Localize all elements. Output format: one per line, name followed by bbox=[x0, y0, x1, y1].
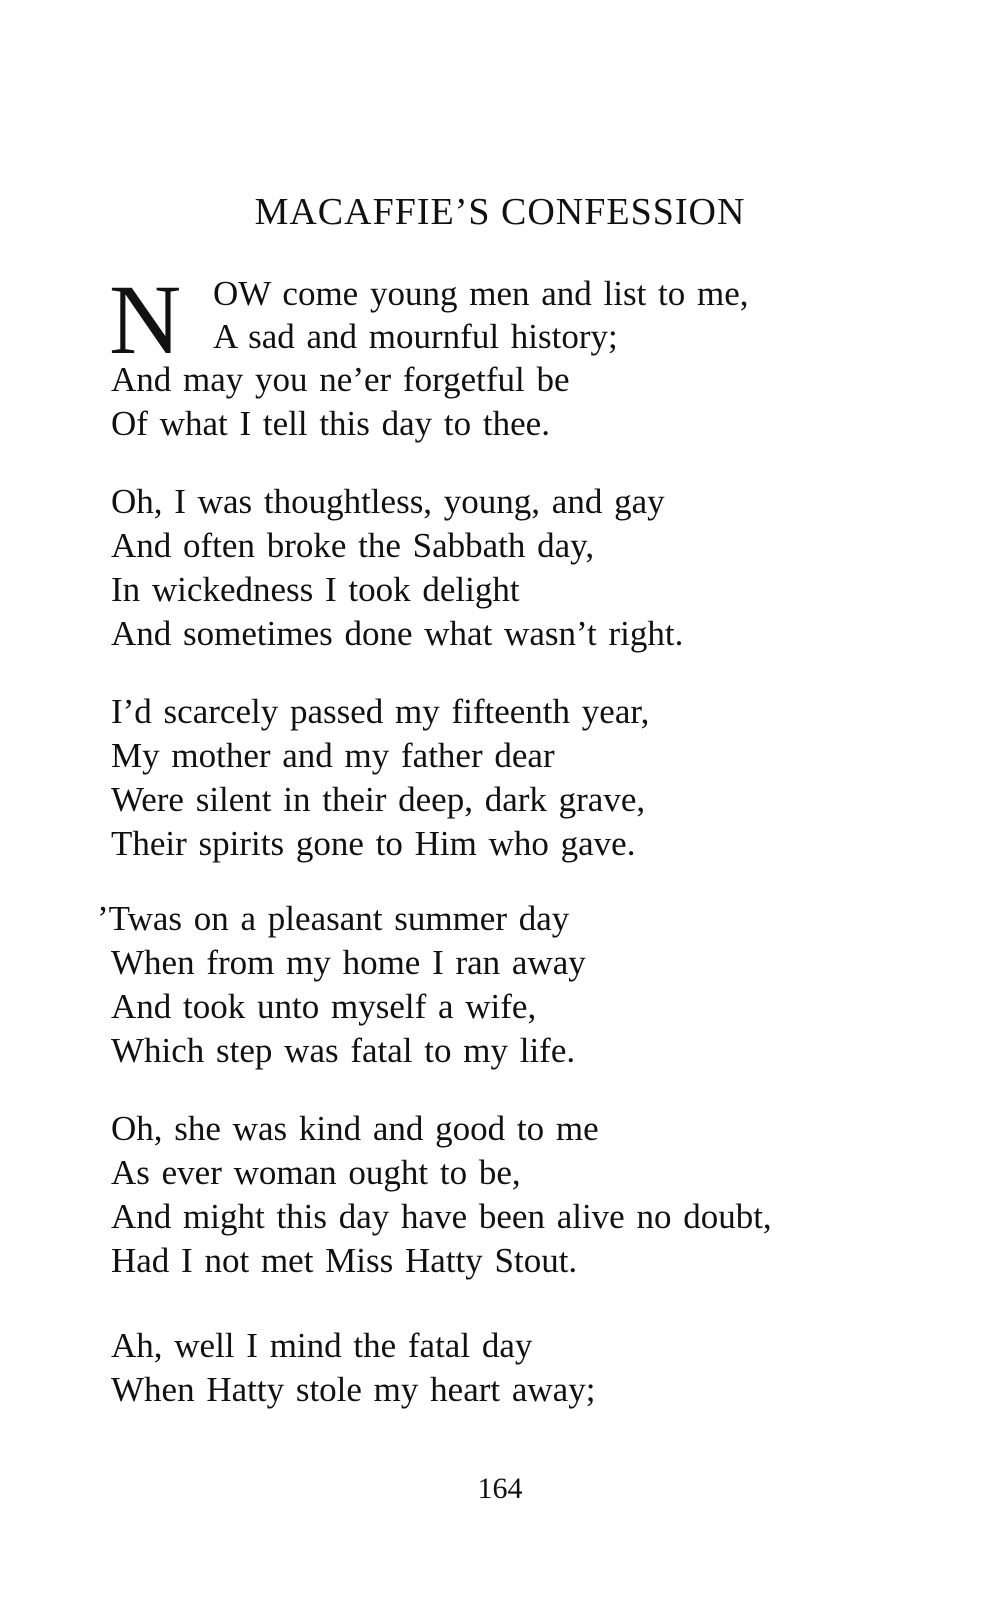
poem-line: And might this day have been alive no doubt, bbox=[111, 1197, 772, 1236]
poem-line: Oh, she was kind and good to me bbox=[111, 1109, 599, 1148]
poem-line: And sometimes done what wasn’t right. bbox=[111, 614, 684, 653]
poem-line: OW come young men and list to me, bbox=[213, 274, 749, 313]
poem-line: As ever woman ought to be, bbox=[111, 1153, 521, 1192]
poem-line: Which step was fatal to my life. bbox=[111, 1031, 576, 1070]
poem-line: And often broke the Sabbath day, bbox=[111, 526, 595, 565]
poem-line: And took unto myself a wife, bbox=[111, 987, 537, 1026]
poem-line: My mother and my father dear bbox=[111, 736, 555, 775]
poem-title: MACAFFIE’S CONFESSION bbox=[254, 191, 746, 233]
poem-line: In wickedness I took delight bbox=[111, 570, 520, 609]
poem-line: I’d scarcely passed my fifteenth year, bbox=[111, 692, 650, 731]
poem-line: Were silent in their deep, dark grave, bbox=[111, 780, 646, 819]
poem-line: A sad and mournful history; bbox=[213, 317, 618, 356]
poem-line: Ah, well I mind the fatal day bbox=[111, 1326, 533, 1365]
poem-line: Of what I tell this day to thee. bbox=[111, 404, 550, 443]
drop-cap: N bbox=[109, 264, 182, 375]
page-number: 164 bbox=[477, 1472, 523, 1505]
poem-line: When from my home I ran away bbox=[111, 943, 586, 982]
poem-line: Their spirits gone to Him who gave. bbox=[111, 824, 636, 863]
poem-line: When Hatty stole my heart away; bbox=[111, 1370, 596, 1409]
poem-line: Oh, I was thoughtless, young, and gay bbox=[111, 482, 665, 521]
poem-line: ’Twas on a pleasant summer day bbox=[97, 899, 570, 938]
poem-line: And may you ne’er forgetful be bbox=[111, 360, 570, 399]
poem-line: Had I not met Miss Hatty Stout. bbox=[111, 1241, 578, 1280]
